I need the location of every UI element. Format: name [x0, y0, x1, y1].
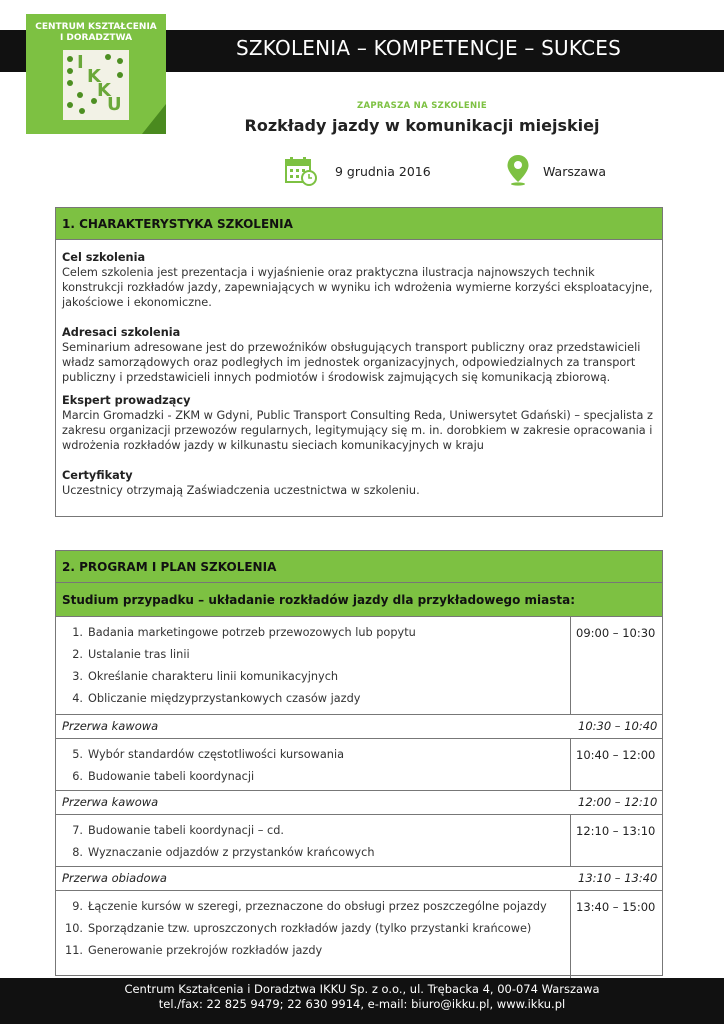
program-box	[55, 550, 663, 976]
program-block	[56, 815, 662, 867]
audience-text: Seminarium adresowane jest do przewoźników obsługujących transport publiczny oraz przedstawicieli władz samorządowych oraz podległych im jednostek organizacyjnych, odpowiedzialnych za transport publiczny i przedstawicieli innych podmiotów i środowisk zajmujących się komunikacją zbiorową.	[62, 341, 641, 384]
slogan: SZKOLENIA – KOMPETENCJE – SUKCES	[236, 36, 621, 60]
characteristics-box	[55, 207, 663, 517]
goal-text: Celem szkolenia jest prezentacja i wyjaśnienie oraz praktyczna ilustracja najnowszych technik konstrukcji rozkładów jazdy, zapewniających w wyniku ich wdrożenia wymierne korzyści eksploatacyjne, jakościowe i ekonomiczne.	[62, 266, 653, 309]
list-item: 10. Sporządzanie tzw. uproszczonych rozkładów jazdy (tylko przystanki krańcowe)	[65, 922, 532, 935]
calendar-icon	[285, 156, 317, 186]
logo-text: CENTRUM KSZTAŁCENIA I DORADZTWA	[35, 22, 157, 43]
invite-label: ZAPRASZA NA SZKOLENIE	[357, 101, 487, 111]
break-row: Przerwa obiadowa 13:10 – 13:40	[56, 867, 662, 891]
footer	[0, 978, 724, 1024]
course-title: Rozkłady jazdy w komunikacji miejskiej	[244, 116, 600, 135]
list-item: 3. Określanie charakteru linii komunikacyjnych	[72, 670, 339, 683]
block-time: 12:10 – 13:10	[570, 815, 662, 866]
block-time: 10:40 – 12:00	[570, 739, 662, 790]
program-block	[56, 739, 662, 791]
list-item: 5. Wybór standardów częstotliwości kursowania	[72, 748, 345, 761]
block-time: 13:40 – 15:00	[570, 891, 662, 981]
program-block	[56, 617, 662, 715]
characteristics-heading: 1. CHARAKTERYSTYKA SZKOLENIA	[56, 208, 662, 240]
location-pin-icon	[506, 154, 530, 186]
list-item: 7. Budowanie tabeli koordynacji – cd.	[72, 824, 284, 837]
goal-label: Cel szkolenia	[62, 251, 146, 264]
list-item: 1. Badania marketingowe potrzeb przewozowych lub popytu	[72, 626, 416, 639]
certificate-text: Uczestnicy otrzymają Zaświadczenia uczestnictwa w szkoleniu.	[62, 484, 420, 497]
list-item: 4. Obliczanie międzyprzystankowych czasów jazdy	[72, 692, 361, 705]
audience-label: Adresaci szkolenia	[62, 326, 181, 339]
expert-label: Ekspert prowadzący	[62, 394, 191, 407]
logo-letter: U	[107, 94, 122, 115]
list-item: 6. Budowanie tabeli koordynacji	[72, 770, 255, 783]
block-time: 09:00 – 10:30	[570, 617, 662, 714]
program-block	[56, 891, 662, 981]
logo-letter: K	[97, 80, 111, 101]
list-item: 11. Generowanie przekrojów rozkładów jazdy	[65, 944, 323, 957]
program-heading: 2. PROGRAM I PLAN SZKOLENIA	[56, 551, 662, 583]
list-item: 8. Wyznaczanie odjazdów z przystanków krańcowych	[72, 846, 375, 859]
logo-letter: I	[77, 52, 84, 73]
break-row: Przerwa kawowa 12:00 – 12:10	[56, 791, 662, 815]
footer-address: Centrum Kształcenia i Doradztwa IKKU Sp. z o.o., ul. Trębacka 4, 00-074 Warszawa	[124, 982, 600, 996]
list-item: 2. Ustalanie tras linii	[72, 648, 190, 661]
expert-text: Marcin Gromadzki - ZKM w Gdyni, Public Transport Consulting Reda, Uniwersytet Gdański) – specjalista z zakresu organizacji przewozów regularnych, legitymujący się m. in. dorobkiem w zakresie opracowania i wdrożenia rozkładów jazdy w kilkunastu sieciach komunikacyjnych w kraju	[62, 409, 653, 452]
event-date: 9 grudnia 2016	[335, 164, 431, 179]
logo-letter: K	[87, 66, 101, 87]
event-place: Warszawa	[543, 164, 606, 179]
break-row: Przerwa kawowa 10:30 – 10:40	[56, 715, 662, 739]
program-subheading: Studium przypadku – układanie rozkładów jazdy dla przykładowego miasta:	[56, 583, 662, 617]
certificate-label: Certyfikaty	[62, 469, 133, 482]
list-item: 9. Łączenie kursów w szeregi, przeznaczone do obsługi przez poszczególne pojazdy	[72, 900, 547, 913]
footer-contact: tel./fax: 22 825 9479; 22 630 9914, e-mail: biuro@ikku.pl, www.ikku.pl	[158, 997, 566, 1011]
